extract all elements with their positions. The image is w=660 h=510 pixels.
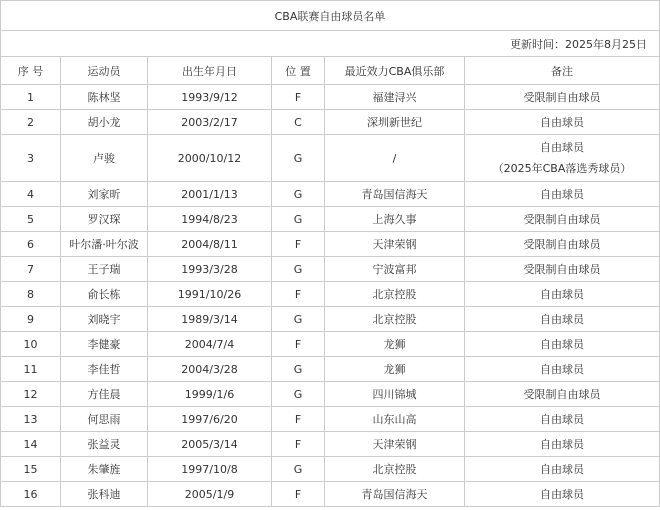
- birth-date-cell: 1994/8/23: [148, 207, 272, 232]
- row-number-cell: 14: [1, 432, 61, 457]
- birth-date-cell: 2004/8/11: [148, 232, 272, 257]
- birth-date-cell: 1991/10/26: [148, 282, 272, 307]
- row-number-cell: 12: [1, 382, 61, 407]
- birth-date-cell: 1997/10/8: [148, 457, 272, 482]
- player-name-cell: 卢骏: [61, 135, 148, 182]
- note-cell: 受限制自由球员: [465, 85, 660, 110]
- note-cell: 自由球员: [465, 432, 660, 457]
- last-club-cell: 龙狮: [325, 357, 465, 382]
- birth-date-cell: 1999/1/6: [148, 382, 272, 407]
- position-cell: G: [272, 135, 325, 182]
- note-cell: 自由球员: [465, 307, 660, 332]
- position-cell: G: [272, 357, 325, 382]
- note-cell: 受限制自由球员: [465, 257, 660, 282]
- row-number-cell: 15: [1, 457, 61, 482]
- note-cell: 自由球员: [465, 407, 660, 432]
- last-club-cell: 龙狮: [325, 332, 465, 357]
- row-number-cell: 1: [1, 85, 61, 110]
- player-name-cell: 刘晓宇: [61, 307, 148, 332]
- table-title: CBA联赛自由球员名单: [1, 1, 660, 31]
- position-cell: G: [272, 307, 325, 332]
- birth-date-cell: 2005/3/14: [148, 432, 272, 457]
- table-row: [1, 232, 660, 257]
- table-row: [1, 432, 660, 457]
- row-number-cell: 7: [1, 257, 61, 282]
- row-number-cell: 10: [1, 332, 61, 357]
- last-club-cell: /: [325, 135, 465, 182]
- note-cell: 自由球员: [465, 482, 660, 507]
- note-cell: 受限制自由球员: [465, 382, 660, 407]
- note-cell: 自由球员: [465, 282, 660, 307]
- position-cell: G: [272, 382, 325, 407]
- note-cell: 自由球员: [465, 357, 660, 382]
- row-number-cell: 5: [1, 207, 61, 232]
- player-name-cell: 叶尔潘·叶尔波: [61, 232, 148, 257]
- position-cell: F: [272, 407, 325, 432]
- player-name-cell: 李佳哲: [61, 357, 148, 382]
- note-cell: [465, 135, 660, 182]
- position-cell: G: [272, 207, 325, 232]
- table-row: [1, 257, 660, 282]
- player-name-cell: 方佳晨: [61, 382, 148, 407]
- last-club-cell: 青岛国信海天: [325, 482, 465, 507]
- birth-date-cell: 1989/3/14: [148, 307, 272, 332]
- header-row: [1, 57, 660, 85]
- update-time: 更新时间：2025年8月25日: [1, 31, 660, 57]
- table-row: [1, 207, 660, 232]
- table-row: [1, 357, 660, 382]
- note-line: 自由球员: [540, 141, 584, 154]
- last-club-cell: 上海久事: [325, 207, 465, 232]
- last-club-cell: 天津荣钢: [325, 232, 465, 257]
- birth-date-cell: 1997/6/20: [148, 407, 272, 432]
- position-cell: F: [272, 232, 325, 257]
- position-cell: G: [272, 182, 325, 207]
- player-name-cell: 朱肇旌: [61, 457, 148, 482]
- birth-date-cell: 2001/1/13: [148, 182, 272, 207]
- last-club-cell: 福建浔兴: [325, 85, 465, 110]
- row-number-cell: 11: [1, 357, 61, 382]
- last-club-cell: 天津荣钢: [325, 432, 465, 457]
- note-cell: 受限制自由球员: [465, 232, 660, 257]
- row-number-cell: 3: [1, 135, 61, 182]
- player-name-cell: 张科迪: [61, 482, 148, 507]
- note-cell: 自由球员: [465, 182, 660, 207]
- position-cell: G: [272, 457, 325, 482]
- last-club-cell: 青岛国信海天: [325, 182, 465, 207]
- player-name-cell: 张益灵: [61, 432, 148, 457]
- note-cell: 自由球员: [465, 110, 660, 135]
- birth-date-cell: 2005/1/9: [148, 482, 272, 507]
- note-cell: 自由球员: [465, 332, 660, 357]
- last-club-cell: 北京控股: [325, 307, 465, 332]
- player-name-cell: 陈林坚: [61, 85, 148, 110]
- header-note: 备注: [465, 57, 660, 85]
- position-cell: C: [272, 110, 325, 135]
- position-cell: G: [272, 257, 325, 282]
- note-cell: 受限制自由球员: [465, 207, 660, 232]
- table-row: [1, 110, 660, 135]
- player-name-cell: 胡小龙: [61, 110, 148, 135]
- last-club-cell: 山东山高: [325, 407, 465, 432]
- last-club-cell: 北京控股: [325, 282, 465, 307]
- table-row: [1, 457, 660, 482]
- position-cell: F: [272, 332, 325, 357]
- header-position: 位 置: [272, 57, 325, 85]
- table-row: [1, 135, 660, 182]
- table-row: [1, 332, 660, 357]
- position-cell: F: [272, 85, 325, 110]
- birth-date-cell: 1993/9/12: [148, 85, 272, 110]
- player-name-cell: 何思雨: [61, 407, 148, 432]
- last-club-cell: 北京控股: [325, 457, 465, 482]
- header-no: 序 号: [1, 57, 61, 85]
- table-row: [1, 482, 660, 507]
- note-line-secondary: （2025年CBA落选秀球员）: [492, 162, 632, 175]
- player-name-cell: 王子瑞: [61, 257, 148, 282]
- row-number-cell: 2: [1, 110, 61, 135]
- title-row: [1, 1, 660, 31]
- header-birth: 出生年月日: [148, 57, 272, 85]
- player-name-cell: 罗汉琛: [61, 207, 148, 232]
- row-number-cell: 9: [1, 307, 61, 332]
- row-number-cell: 8: [1, 282, 61, 307]
- position-cell: F: [272, 482, 325, 507]
- table-row: [1, 407, 660, 432]
- last-club-cell: 深圳新世纪: [325, 110, 465, 135]
- player-name-cell: 俞长栋: [61, 282, 148, 307]
- table-row: [1, 85, 660, 110]
- table-row: [1, 382, 660, 407]
- note-cell: 自由球员: [465, 457, 660, 482]
- row-number-cell: 4: [1, 182, 61, 207]
- last-club-cell: 宁波富邦: [325, 257, 465, 282]
- header-club: 最近效力CBA俱乐部: [325, 57, 465, 85]
- table-row: [1, 307, 660, 332]
- position-cell: F: [272, 282, 325, 307]
- player-name-cell: 刘家昕: [61, 182, 148, 207]
- birth-date-cell: 1993/3/28: [148, 257, 272, 282]
- player-name-cell: 李健豪: [61, 332, 148, 357]
- birth-date-cell: 2004/7/4: [148, 332, 272, 357]
- table-row: [1, 282, 660, 307]
- row-number-cell: 6: [1, 232, 61, 257]
- birth-date-cell: 2003/2/17: [148, 110, 272, 135]
- row-number-cell: 16: [1, 482, 61, 507]
- position-cell: F: [272, 432, 325, 457]
- birth-date-cell: 2004/3/28: [148, 357, 272, 382]
- update-time-row: [1, 31, 660, 57]
- table-row: [1, 182, 660, 207]
- last-club-cell: 四川锦城: [325, 382, 465, 407]
- header-player: 运动员: [61, 57, 148, 85]
- row-number-cell: 13: [1, 407, 61, 432]
- birth-date-cell: 2000/10/12: [148, 135, 272, 182]
